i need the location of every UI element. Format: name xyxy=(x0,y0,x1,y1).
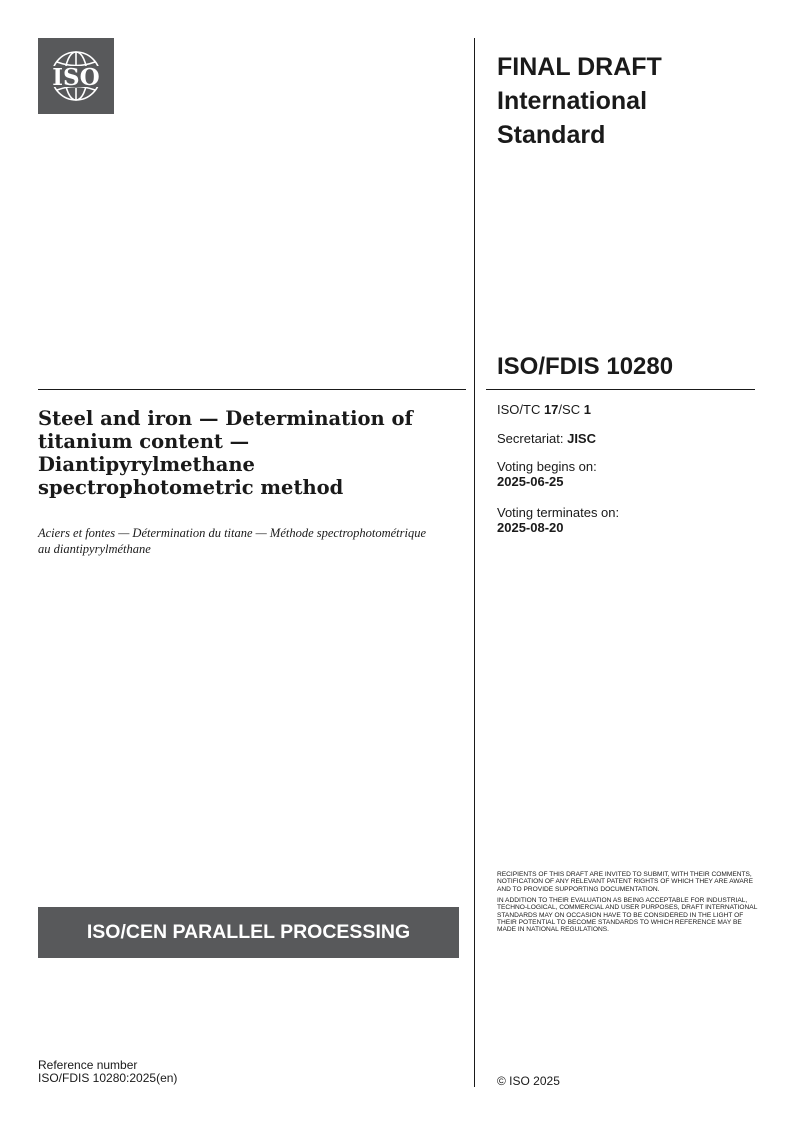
tc-prefix: ISO/TC xyxy=(497,402,544,417)
iso-globe-logo-icon xyxy=(38,38,114,114)
secretariat xyxy=(497,431,596,446)
voting-terminates xyxy=(497,505,619,535)
stage-line-final-draft: FINAL DRAFT xyxy=(497,53,662,81)
secretariat-label: Secretariat: xyxy=(497,431,568,446)
stage-line-international: International xyxy=(497,87,648,115)
horizontal-divider-right xyxy=(486,389,755,390)
reference-number-value: ISO/FDIS 10280:2025(en) xyxy=(38,1071,178,1085)
copyright: © ISO 2025 xyxy=(497,1074,560,1088)
french-title: Aciers et fontes — Détermination du titane — Méthode spectrophotométrique au diantipyrylméthane xyxy=(38,526,427,556)
technical-committee xyxy=(497,402,591,417)
disclaimer-paragraph-regulations: IN ADDITION TO THEIR EVALUATION AS BEING ACCEPTABLE FOR INDUSTRIAL, TECHNO-LOGICAL, COMMERCIAL AND USER PURPOSES, DRAFT INTERNATIONAL STANDARDS MAY ON OCCASION HAVE TO BE CONSIDERED IN THE LIGHT OF THEIR POTENTIAL TO BECOME STANDARDS TO WHICH REFERENCE MAY BE MADE IN NATIONAL REGULATIONS. xyxy=(497,896,758,934)
reference-number-label: Reference number xyxy=(38,1058,138,1072)
vertical-divider xyxy=(474,38,475,1087)
voting-begins-label: Voting begins on: xyxy=(497,459,597,474)
document-number: ISO/FDIS 10280 xyxy=(497,353,674,380)
voting-terminates-date: 2025-08-20 xyxy=(497,520,564,535)
sc-prefix: /SC xyxy=(558,402,584,417)
voting-begins xyxy=(497,459,597,489)
document-stage xyxy=(497,50,757,152)
disclaimer-paragraph-patents: RECIPIENTS OF THIS DRAFT ARE INVITED TO SUBMIT, WITH THEIR COMMENTS, NOTIFICATION OF ANY RELEVANT PATENT RIGHTS OF WHICH THEY ARE AWARE AND TO PROVIDE SUPPORTING DOCUMENTATION. xyxy=(497,871,753,893)
horizontal-divider-left xyxy=(38,389,466,390)
tc-number: 17 xyxy=(543,402,559,417)
iso-logo xyxy=(38,38,114,114)
draft-disclaimer xyxy=(497,871,759,937)
parallel-processing-banner: ISO/CEN PARALLEL PROCESSING xyxy=(38,907,459,958)
stage-line-standard: Standard xyxy=(497,121,606,149)
english-title: Steel and iron — Determination of titanium content — Diantipyrylmethane spectrophotometric method xyxy=(38,407,413,499)
iso-logo-text: ISO xyxy=(52,64,100,91)
reference-number xyxy=(38,1059,177,1085)
sc-number: 1 xyxy=(583,402,591,417)
voting-terminates-label: Voting terminates on: xyxy=(497,505,620,520)
voting-begins-date: 2025-06-25 xyxy=(497,474,564,489)
secretariat-value: JISC xyxy=(567,431,596,446)
